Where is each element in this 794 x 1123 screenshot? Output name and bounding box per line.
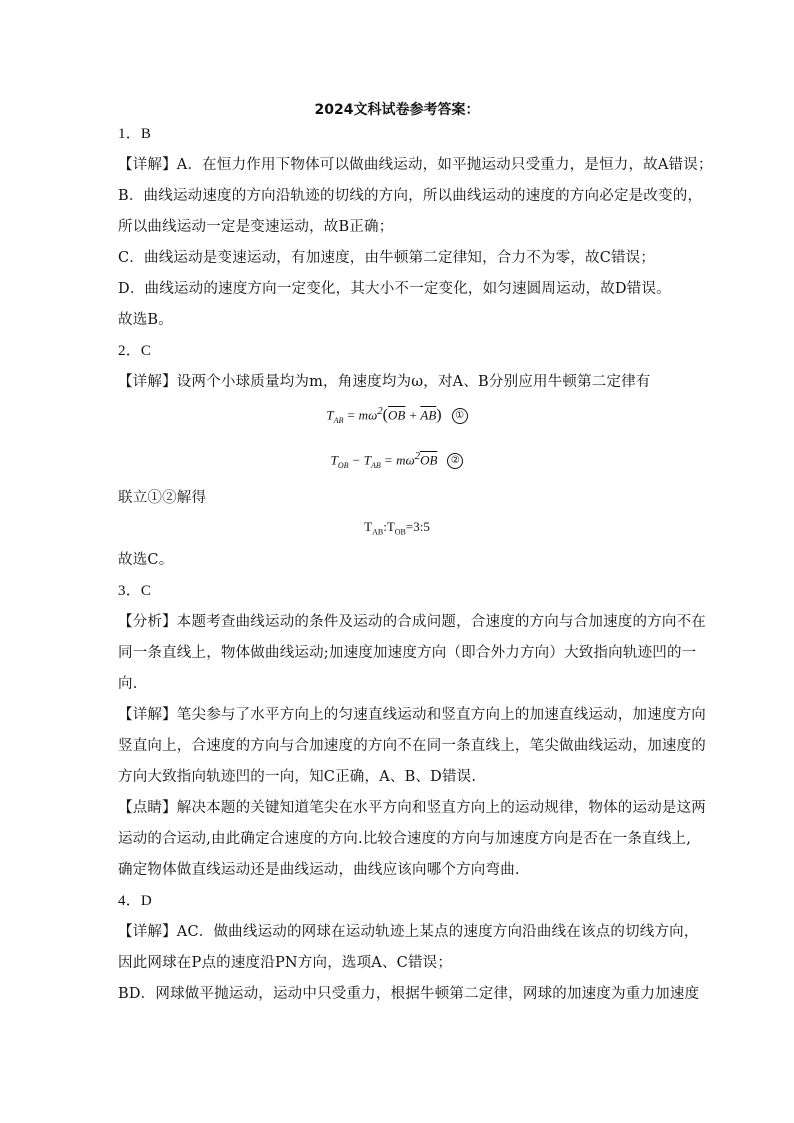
tension-ratio: $T_{AB}:T_{OB}=3:5$ <box>364 519 430 537</box>
q2-conclusion: 故选C。 <box>118 552 174 568</box>
q1-explanation-line: C．曲线运动是变速运动，有加速度，由牛顿第二定律知，合力不为零，故C错误； <box>118 250 656 266</box>
q1-explanation-line: B．曲线运动速度的方向沿轨迹的切线的方向，所以曲线运动的速度的方向必定是改变的， <box>118 188 703 204</box>
circled-two-marker: ② <box>447 453 463 469</box>
q4-explanation-line: BD．网球做平抛运动，运动中只受重力，根据牛顿第二定律，网球的加速度为重力加速度 <box>118 986 700 1002</box>
q3-analysis-line: 同一条直线上，物体做曲线运动;加速度加速度方向（即合外力方向）大致指向轨迹凹的一 <box>118 645 697 661</box>
q3-explanation-line: 竖直向上，合速度的方向与合加速度的方向不在同一条直线上，笔尖做曲线运动，加速度的 <box>118 738 706 754</box>
q4-number: 4．D <box>118 893 152 909</box>
equation-1: $T_{AB} = m\omega^2(\overline{OB} + \overline{AB})$ ① <box>0 405 794 425</box>
q1-explanation-line: 所以曲线运动一定是变速运动，故B正确； <box>118 219 394 235</box>
q4-explanation-line: 【详解】AC．做曲线运动的网球在运动轨迹上某点的速度方向沿曲线在该点的切线方向， <box>118 924 699 940</box>
equation-2: $T_{OB} - T_{AB} = m\omega^2\overline{OB}$ ② <box>0 450 794 470</box>
circled-one-marker: ① <box>452 408 468 424</box>
q3-comment-line: 运动的合运动,由此确定合速度的方向.比较合速度的方向与加速度方向是否在一条直线上, <box>118 831 692 847</box>
q1-explanation-line: 【详解】A．在恒力作用下物体可以做曲线运动，如平抛运动只受重力，是恒力，故A错误； <box>118 157 713 173</box>
q3-number: 3．C <box>118 583 152 599</box>
q1-explanation-line: D．曲线运动的速度方向一定变化，其大小不一定变化，如匀速圆周运动，故D错误。 <box>118 281 671 297</box>
q3-comment-line: 【点睛】解决本题的关键知道笔尖在水平方向和竖直方向上的运动规律，物体的运动是这两 <box>118 800 706 816</box>
q2-explanation-line: 【详解】设两个小球质量均为m，角速度均为ω，对A、B分别应用牛顿第二定律有 <box>118 374 651 390</box>
q4-explanation-line: 因此网球在P点的速度沿PN方向，选项A、C错误； <box>118 955 453 971</box>
q2-number: 2．C <box>118 343 152 359</box>
q3-analysis-line: 向. <box>118 676 138 692</box>
q3-explanation-line: 方向大致指向轨迹凹的一向，知C正确，A、B、D错误. <box>118 769 477 785</box>
q1-number: 1．B <box>118 126 152 142</box>
q3-comment-line: 确定物体做直线运动还是曲线运动，曲线应该向哪个方向弯曲. <box>118 862 520 878</box>
q2-combine-line: 联立①②解得 <box>118 490 207 506</box>
page-title: 2024文科试卷参考答案： <box>314 102 480 118</box>
q3-analysis-line: 【分析】本题考查曲线运动的条件及运动的合成问题，合速度的方向与合加速度的方向不在 <box>118 614 706 630</box>
q3-explanation-line: 【详解】笔尖参与了水平方向上的匀速直线运动和竖直方向上的加速直线运动，加速度方向 <box>118 707 706 723</box>
q1-conclusion: 故选B。 <box>118 312 173 328</box>
